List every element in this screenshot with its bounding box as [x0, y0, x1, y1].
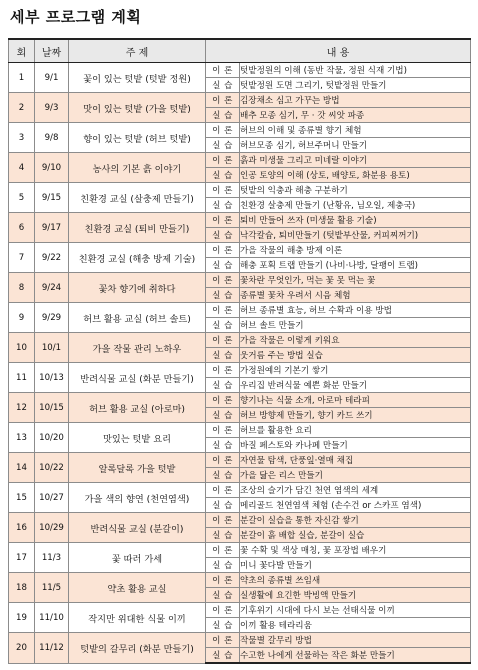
table-row [9, 363, 471, 378]
table-row [9, 543, 471, 558]
practice-label: 실 습 [206, 498, 240, 513]
session-number: 12 [9, 393, 35, 423]
theory-content: 향기나는 식물 소개, 아로마 테라피 [240, 393, 471, 408]
session-date: 10/29 [35, 513, 69, 543]
practice-content: 바질 페스토와 카나페 만들기 [240, 438, 471, 453]
practice-content: 인공 토양의 이해 (상토, 배양토, 화분용 용토) [240, 168, 471, 183]
practice-content: 이끼 활용 테라리움 [240, 618, 471, 633]
theory-label: 이 론 [206, 393, 240, 408]
page-title: 세부 프로그램 계획 [10, 8, 142, 26]
table-row [9, 513, 471, 528]
practice-content: 웃거름 주는 방법 실습 [240, 348, 471, 363]
session-number: 14 [9, 453, 35, 483]
practice-label: 실 습 [206, 378, 240, 393]
session-date: 9/29 [35, 303, 69, 333]
practice-label: 실 습 [206, 558, 240, 573]
practice-label: 실 습 [206, 318, 240, 333]
practice-content: 수고한 나에게 선물하는 작은 화분 만들기 [240, 648, 471, 664]
practice-label: 실 습 [206, 138, 240, 153]
session-topic: 텃밭의 갈무리 (화분 만들기) [69, 633, 206, 664]
session-number: 16 [9, 513, 35, 543]
session-date: 9/24 [35, 273, 69, 303]
theory-content: 허브 종류별 효능, 허브 수확과 이용 방법 [240, 303, 471, 318]
session-topic: 꽃 따러 가세 [69, 543, 206, 573]
session-date: 10/20 [35, 423, 69, 453]
header-date: 날짜 [35, 39, 69, 63]
session-number: 20 [9, 633, 35, 664]
theory-label: 이 론 [206, 63, 240, 78]
session-topic: 약초 활용 교실 [69, 573, 206, 603]
session-topic: 맛있는 텃밭 요리 [69, 423, 206, 453]
session-topic: 가을 작물 관리 노하우 [69, 333, 206, 363]
session-number: 15 [9, 483, 35, 513]
table-row [9, 453, 471, 468]
theory-label: 이 론 [206, 573, 240, 588]
theory-content: 작물별 갈무리 방법 [240, 633, 471, 648]
practice-content: 허브모종 심기, 허브주머니 만들기 [240, 138, 471, 153]
theory-label: 이 론 [206, 513, 240, 528]
practice-content: 친환경 살충제 만들기 (난황유, 님오일, 제충국) [240, 198, 471, 213]
session-date: 9/3 [35, 93, 69, 123]
table-row [9, 123, 471, 138]
session-number: 2 [9, 93, 35, 123]
session-topic: 친환경 교실 (퇴비 만들기) [69, 213, 206, 243]
practice-label: 실 습 [206, 618, 240, 633]
practice-content: 허브 솔트 만들기 [240, 318, 471, 333]
practice-label: 실 습 [206, 108, 240, 123]
session-date: 10/13 [35, 363, 69, 393]
theory-content: 기후위기 시대에 다시 보는 선태식물 이끼 [240, 603, 471, 618]
theory-content: 허브를 활용한 요리 [240, 423, 471, 438]
session-date: 10/1 [35, 333, 69, 363]
practice-content: 미니 꽃다발 만들기 [240, 558, 471, 573]
theory-label: 이 론 [206, 543, 240, 558]
practice-label: 실 습 [206, 648, 240, 664]
theory-label: 이 론 [206, 483, 240, 498]
practice-label: 실 습 [206, 408, 240, 423]
theory-content: 텃밭정원의 이해 (동반 작물, 정원 식재 기법) [240, 63, 471, 78]
practice-label: 실 습 [206, 258, 240, 273]
session-topic: 꽃이 있는 텃밭 (텃밭 정원) [69, 63, 206, 93]
practice-label: 실 습 [206, 228, 240, 243]
theory-content: 김장채소 심고 가꾸는 방법 [240, 93, 471, 108]
table-row [9, 153, 471, 168]
session-number: 17 [9, 543, 35, 573]
session-date: 11/5 [35, 573, 69, 603]
theory-label: 이 론 [206, 633, 240, 648]
table-row [9, 243, 471, 258]
theory-label: 이 론 [206, 453, 240, 468]
session-topic: 작지만 위대한 식물 이끼 [69, 603, 206, 633]
theory-content: 자연물 탐색, 단풍잎·열매 채집 [240, 453, 471, 468]
practice-content: 메리골드 천연염색 체험 (손수건 or 스카프 염색) [240, 498, 471, 513]
theory-label: 이 론 [206, 123, 240, 138]
program-table [8, 38, 471, 664]
theory-label: 이 론 [206, 363, 240, 378]
header-no: 회 [9, 39, 35, 63]
theory-label: 이 론 [206, 153, 240, 168]
theory-label: 이 론 [206, 243, 240, 258]
header-topic: 주 제 [69, 39, 206, 63]
session-number: 6 [9, 213, 35, 243]
theory-label: 이 론 [206, 183, 240, 198]
header-content: 내 용 [206, 39, 471, 63]
session-topic: 허브 활용 교실 (아로마) [69, 393, 206, 423]
session-topic: 맛이 있는 텃밭 (가을 텃밭) [69, 93, 206, 123]
session-topic: 친환경 교실 (해충 방제 기술) [69, 243, 206, 273]
practice-label: 실 습 [206, 348, 240, 363]
table-row [9, 603, 471, 618]
session-topic: 알록달록 가을 텃밭 [69, 453, 206, 483]
session-number: 18 [9, 573, 35, 603]
session-date: 9/15 [35, 183, 69, 213]
practice-content: 허브 방향제 만들기, 향기 카드 쓰기 [240, 408, 471, 423]
session-number: 5 [9, 183, 35, 213]
practice-content: 가을 닮은 리스 만들기 [240, 468, 471, 483]
table-row [9, 483, 471, 498]
session-number: 7 [9, 243, 35, 273]
practice-content: 텃밭정원 도면 그리기, 텃밭정원 만들기 [240, 78, 471, 93]
table-body [9, 63, 471, 664]
session-topic: 친환경 교실 (살충제 만들기) [69, 183, 206, 213]
practice-label: 실 습 [206, 198, 240, 213]
theory-content: 꽃 수확 및 색상 매칭, 꽃 포장법 배우기 [240, 543, 471, 558]
table-row [9, 303, 471, 318]
theory-content: 가을 작물의 해충 방제 이론 [240, 243, 471, 258]
theory-content: 가을 작물은 이렇게 키워요 [240, 333, 471, 348]
session-topic: 반려식물 교실 (화분 만들기) [69, 363, 206, 393]
session-topic: 향이 있는 텃밭 (허브 텃밭) [69, 123, 206, 153]
theory-label: 이 론 [206, 273, 240, 288]
session-topic: 가을 색의 향연 (천연염색) [69, 483, 206, 513]
session-date: 10/27 [35, 483, 69, 513]
theory-content: 퇴비 만들어 쓰자 (미생물 활용 기술) [240, 213, 471, 228]
table-row [9, 93, 471, 108]
theory-content: 가정원예의 기본기 쌓기 [240, 363, 471, 378]
session-topic: 허브 활용 교실 (허브 솔트) [69, 303, 206, 333]
session-date: 11/12 [35, 633, 69, 664]
session-number: 4 [9, 153, 35, 183]
practice-label: 실 습 [206, 78, 240, 93]
practice-content: 낙각칼슘, 퇴비만들기 (텃밭부산물, 커피찌꺼기) [240, 228, 471, 243]
table-row [9, 393, 471, 408]
practice-content: 해충 포획 트랩 만들기 (나비·나방, 달팽이 트랩) [240, 258, 471, 273]
theory-label: 이 론 [206, 93, 240, 108]
theory-content: 꽃차란 무엇인가, 먹는 꽃 못 먹는 꽃 [240, 273, 471, 288]
practice-label: 실 습 [206, 288, 240, 303]
practice-content: 종류별 꽃차 우려서 시음 체험 [240, 288, 471, 303]
practice-content: 분갈이 흙 배합 실습, 분갈이 실습 [240, 528, 471, 543]
session-date: 10/22 [35, 453, 69, 483]
practice-content: 실생활에 요긴한 박빙액 만들기 [240, 588, 471, 603]
session-number: 19 [9, 603, 35, 633]
session-number: 9 [9, 303, 35, 333]
session-topic: 꽃차 향기에 취하다 [69, 273, 206, 303]
session-number: 1 [9, 63, 35, 93]
table-row [9, 573, 471, 588]
practice-content: 배추 모종 심기, 무 · 갓 씨앗 파종 [240, 108, 471, 123]
theory-label: 이 론 [206, 303, 240, 318]
session-date: 9/1 [35, 63, 69, 93]
theory-label: 이 론 [206, 423, 240, 438]
session-date: 10/15 [35, 393, 69, 423]
session-topic: 반려식물 교실 (분갈이) [69, 513, 206, 543]
theory-content: 조상의 슬기가 담긴 천연 염색의 세계 [240, 483, 471, 498]
session-date: 9/8 [35, 123, 69, 153]
practice-label: 실 습 [206, 528, 240, 543]
theory-content: 허브의 이해 및 종류별 향기 체험 [240, 123, 471, 138]
theory-label: 이 론 [206, 333, 240, 348]
session-number: 13 [9, 423, 35, 453]
session-number: 8 [9, 273, 35, 303]
practice-label: 실 습 [206, 468, 240, 483]
table-row [9, 63, 471, 78]
practice-content: 우리집 반려식물 예쁜 화분 만들기 [240, 378, 471, 393]
table-row [9, 633, 471, 648]
session-date: 11/10 [35, 603, 69, 633]
session-date: 11/3 [35, 543, 69, 573]
practice-label: 실 습 [206, 168, 240, 183]
session-number: 11 [9, 363, 35, 393]
session-date: 9/17 [35, 213, 69, 243]
session-number: 10 [9, 333, 35, 363]
table-row [9, 333, 471, 348]
theory-label: 이 론 [206, 213, 240, 228]
table-row [9, 183, 471, 198]
session-date: 9/10 [35, 153, 69, 183]
theory-content: 흙과 미생물 그리고 미네랄 이야기 [240, 153, 471, 168]
session-topic: 농사의 기본 흙 이야기 [69, 153, 206, 183]
practice-label: 실 습 [206, 588, 240, 603]
session-number: 3 [9, 123, 35, 153]
theory-label: 이 론 [206, 603, 240, 618]
header-row [9, 39, 471, 63]
table-row [9, 213, 471, 228]
table-row [9, 423, 471, 438]
practice-label: 실 습 [206, 438, 240, 453]
theory-content: 약초의 종류별 쓰임새 [240, 573, 471, 588]
table-row [9, 273, 471, 288]
session-date: 9/22 [35, 243, 69, 273]
theory-content: 텃밭의 익충과 해충 구분하기 [240, 183, 471, 198]
theory-content: 분갈이 실습을 통한 자신감 쌓기 [240, 513, 471, 528]
